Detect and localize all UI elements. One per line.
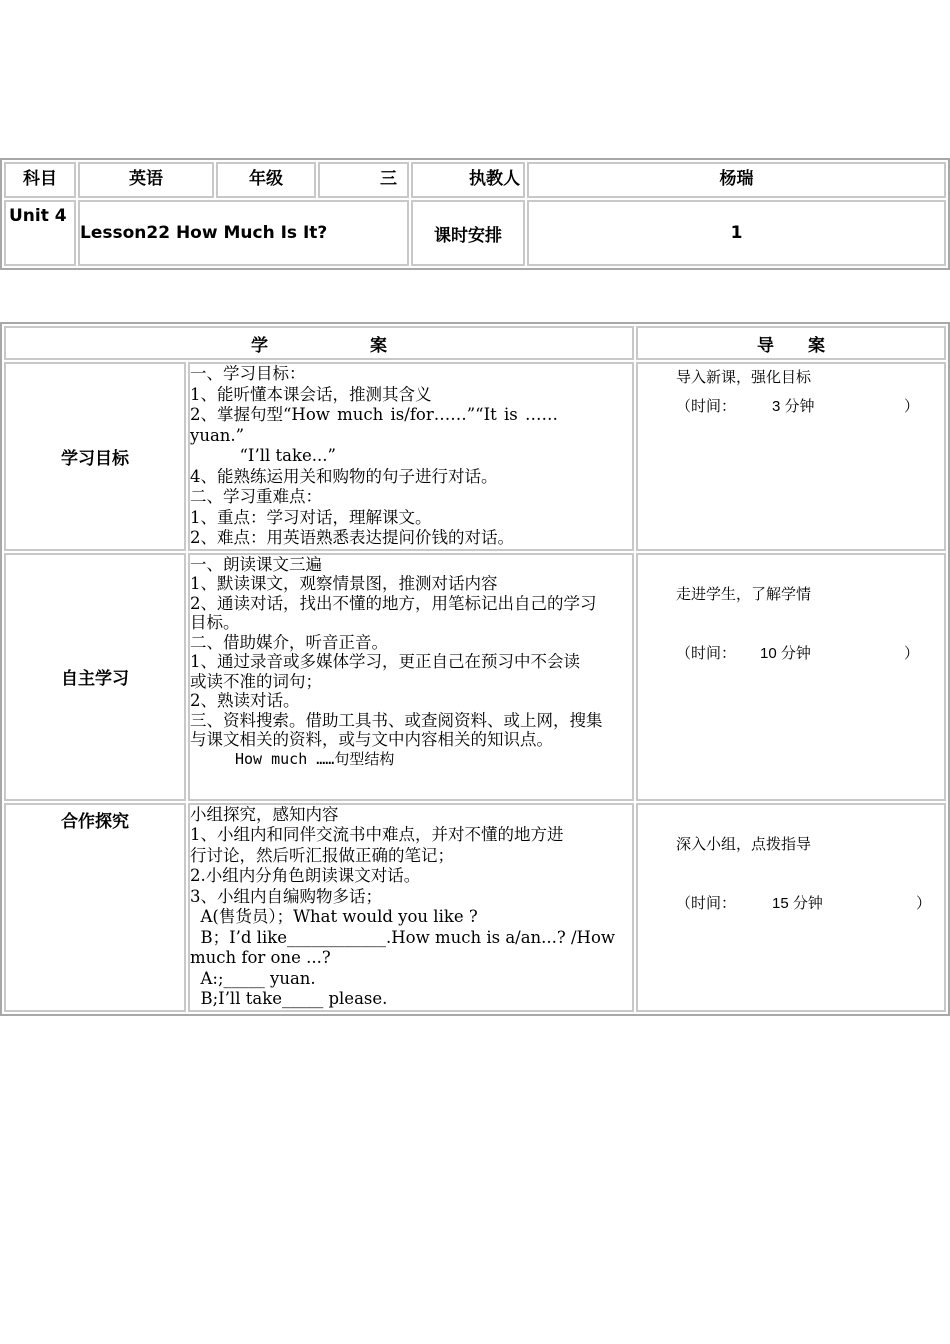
content-line: 1、能听懂本课会话，推测其含义: [190, 384, 432, 404]
content-line: How much ……句型结构: [190, 749, 395, 768]
content-line: 目标。: [190, 613, 240, 632]
time-close: ）: [916, 893, 932, 912]
content-line: 1、默读课文，观察情景图，推测对话内容: [190, 574, 498, 593]
content-line: 3、小组内自编购物多话；: [190, 886, 382, 906]
guide-text: 深入小组，点拨指导: [676, 834, 812, 853]
time-value: 15 分钟: [772, 894, 823, 912]
content-line: 2、掌握句型“How much is/for……”“It is ……: [190, 405, 558, 424]
content-line: 一、朗读课文三遍: [190, 554, 322, 574]
content-line: 4、能熟练运用关和购物的句子进行对话。: [190, 466, 498, 486]
content-line: A(售货员）；What would you like ?: [190, 907, 478, 926]
time-line: [676, 642, 944, 663]
time-line: [676, 395, 944, 416]
hours-label: 课时安排: [411, 200, 525, 266]
lesson-plan-table: [0, 322, 950, 1016]
time-close: ）: [904, 643, 920, 662]
content-line: yuan.”: [190, 425, 245, 445]
row-label-learning-goals: 学习目标: [4, 362, 186, 551]
content-line: 与课文相关的资料，或与文中内容相关的知识点。: [190, 730, 553, 749]
row-label-self-study: 自主学习: [4, 553, 186, 801]
learning-goals-content: [188, 362, 634, 551]
content-line: 2、通读对话，找出不懂的地方，用笔标记出自己的学习: [190, 593, 597, 613]
unit-label: Unit 4: [4, 200, 76, 266]
guide-text: 导入新课，强化目标: [676, 368, 812, 386]
content-line: 行讨论，然后听汇报做正确的笔记；: [190, 845, 454, 865]
guide-plan-header: 导 案: [636, 326, 946, 360]
content-line: 2、难点：用英语熟悉表达提问价钱的对话。: [190, 528, 514, 547]
content-line: 2.小组内分角色朗读课文对话。: [190, 866, 421, 885]
time-open: （时间：: [676, 643, 737, 662]
content-line: 1、重点：学习对话，理解课文。: [190, 507, 432, 527]
guide-cell-cooperative-inquiry: [636, 803, 946, 1012]
self-study-content: [188, 553, 634, 801]
content-line: “I’ll take...”: [190, 446, 336, 465]
guide-cell-learning-goals: [636, 362, 946, 551]
teacher-value: 杨瑞: [527, 162, 946, 198]
time-open: （时间：: [676, 893, 737, 912]
lesson-info-table: [0, 158, 950, 270]
lesson-title: Lesson22 How Much Is It?: [78, 200, 409, 266]
cooperative-inquiry-content: [188, 803, 634, 1012]
time-value: 3 分钟: [772, 398, 815, 415]
content-line: 二、借助媒介，听音正音。: [190, 632, 388, 652]
content-line: much for one ...?: [190, 948, 331, 967]
content-line: 二、学习重难点：: [190, 487, 322, 506]
content-line: 1、小组内和同伴交流书中难点，并对不懂的地方进: [190, 825, 564, 844]
study-plan-header: 学 案: [4, 326, 634, 360]
grade-value: 三: [318, 162, 409, 198]
time-line: [676, 892, 944, 913]
guide-text: 走进学生，了解学情: [676, 584, 812, 603]
content-line: 小组探究，感知内容: [190, 804, 339, 824]
content-line: 2、熟读对话。: [190, 691, 300, 710]
subject-value: 英语: [78, 162, 214, 198]
content-line: B;I’ll take_____ please.: [190, 989, 388, 1008]
content-line: B；I’d like____________.How much is a/an...? /How: [190, 927, 616, 947]
content-line: 三、资料搜索。借助工具书、或查阅资料、或上网，搜集: [190, 710, 603, 730]
subject-label: 科目: [4, 162, 76, 198]
time-value: 10 分钟: [760, 644, 811, 662]
grade-label: 年级: [216, 162, 316, 198]
content-line: 或读不准的词句；: [190, 671, 322, 691]
content-line: A:;_____ yuan.: [190, 968, 316, 988]
content-line: 一、学习目标：: [190, 364, 306, 383]
hours-value: 1: [527, 200, 946, 266]
content-line: 1、通过录音或多媒体学习，更正自己在预习中不会读: [190, 652, 580, 671]
time-close: ）: [904, 397, 920, 415]
time-open: （时间：: [676, 397, 737, 415]
guide-cell-self-study: [636, 553, 946, 801]
teacher-label: 执教人: [411, 162, 525, 198]
row-label-cooperative-inquiry: 合作探究: [4, 803, 186, 1012]
